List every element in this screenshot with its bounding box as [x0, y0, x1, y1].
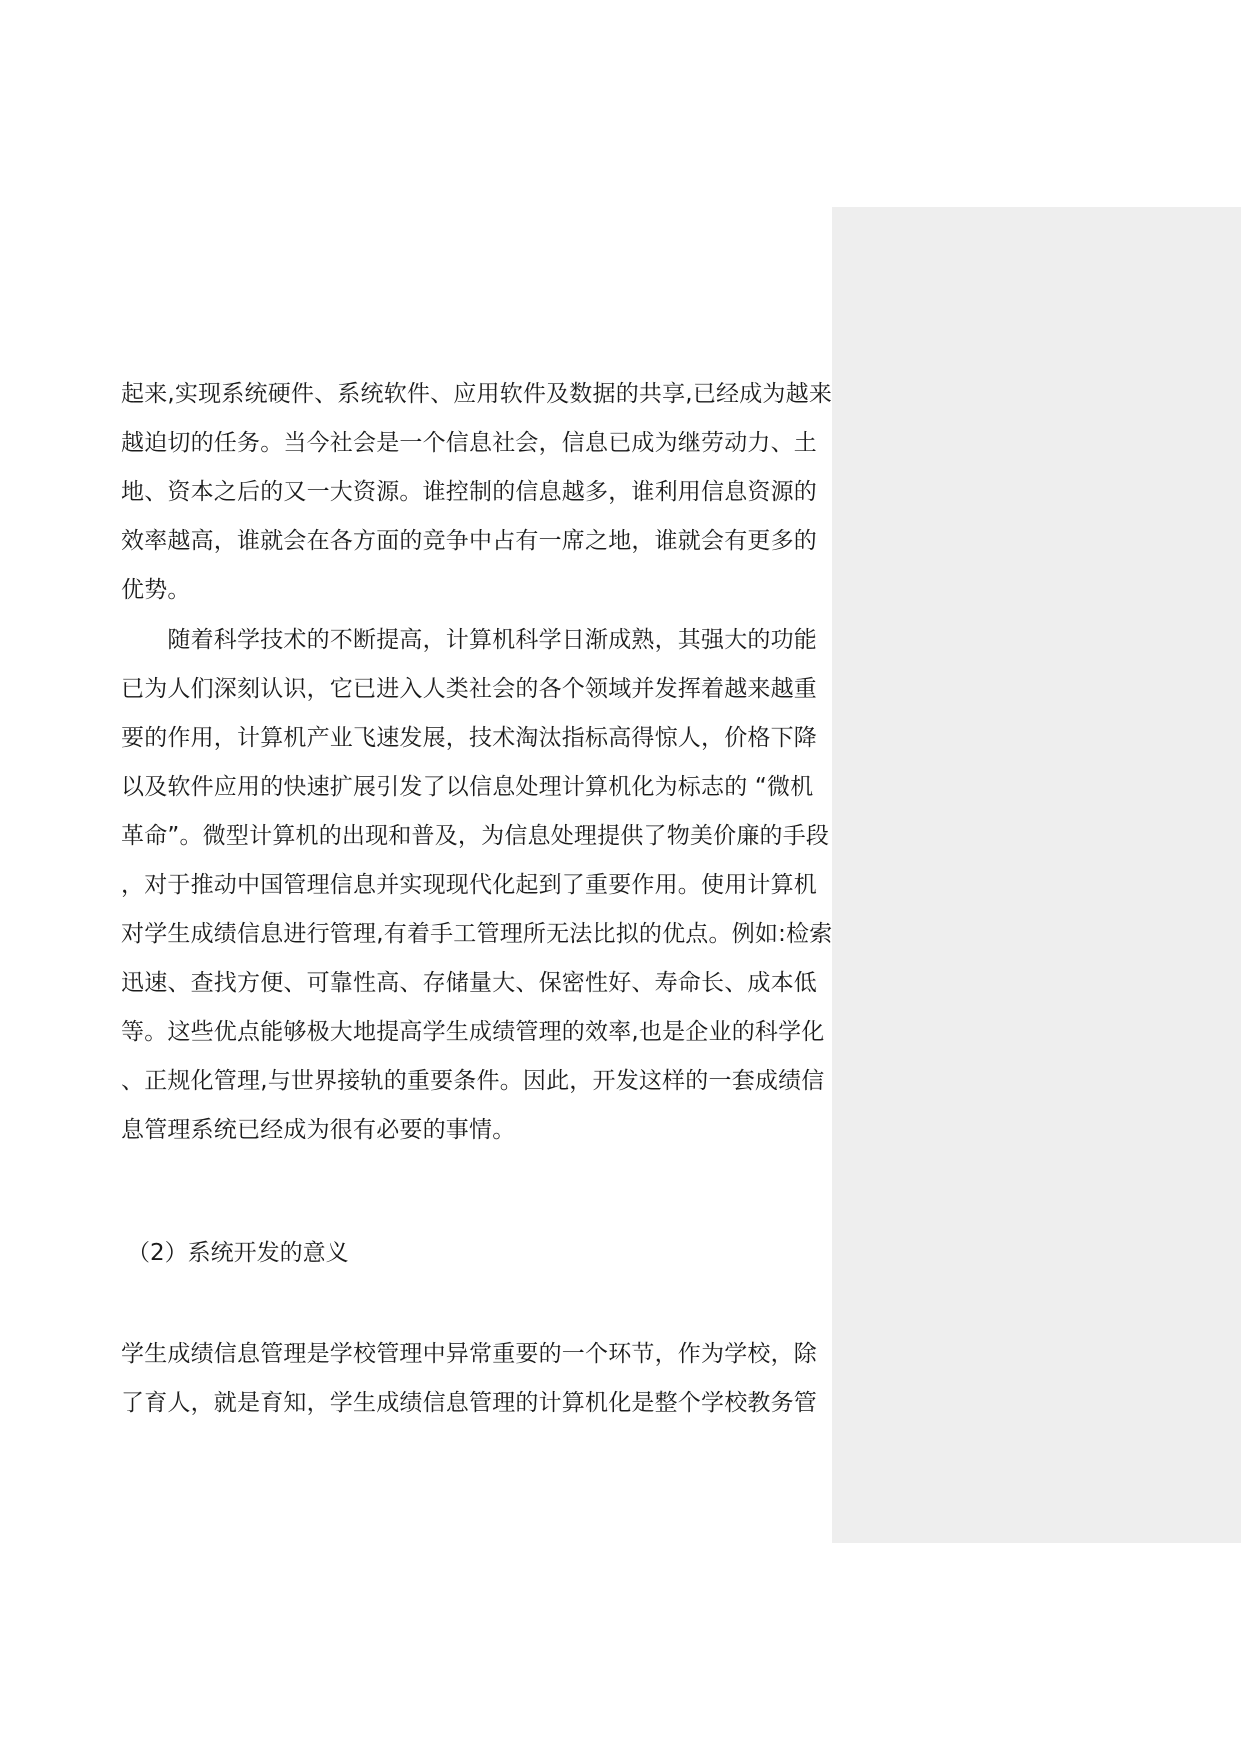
text-line: 起来,实现系统硬件、系统软件、应用软件及数据的共享,已经成为越来: [121, 381, 833, 407]
text-line: 革命”。微型计算机的出现和普及，为信息处理提供了物美价廉的手段: [121, 823, 830, 849]
text-line: 要的作用，计算机产业飞速发展，技术淘汰指标高得惊人，价格下降: [121, 725, 817, 751]
paragraph-2: [121, 616, 833, 1155]
text-line: ，对于推动中国管理信息并实现现代化起到了重要作用。使用计算机: [121, 872, 817, 898]
text-line: 以及软件应用的快速扩展引发了以信息处理计算机化为标志的 “微机: [121, 774, 814, 800]
section-heading: （2）系统开发的意义: [127, 1240, 349, 1266]
text-line: 优势。: [121, 577, 191, 603]
paragraph-1: [121, 370, 833, 615]
section-heading-block: [121, 1229, 825, 1278]
comment-margin-pane: [832, 207, 1241, 1543]
text-line: 等。这些优点能够极大地提高学生成绩管理的效率,也是企业的科学化: [121, 1019, 825, 1045]
text-line: 、正规化管理,与世界接轨的重要条件。因此，开发这样的一套成绩信: [121, 1068, 825, 1094]
text-line: 随着科学技术的不断提高，计算机科学日渐成熟，其强大的功能: [121, 627, 817, 653]
text-line: 地、资本之后的又一大资源。谁控制的信息越多，谁利用信息资源的: [121, 479, 817, 505]
text-line: 对学生成绩信息进行管理,有着手工管理所无法比拟的优点。例如:检索: [121, 921, 833, 947]
text-line: 迅速、查找方便、可靠性高、存储量大、保密性好、寿命长、成本低: [121, 970, 817, 996]
text-line: 越迫切的任务。当今社会是一个信息社会，信息已成为继劳动力、土: [121, 430, 817, 456]
text-line: 学生成绩信息管理是学校管理中异常重要的一个环节，作为学校，除: [121, 1341, 817, 1367]
paragraph-3: [121, 1330, 825, 1428]
text-line: 息管理系统已经成为很有必要的事情。: [121, 1117, 516, 1143]
text-line: 已为人们深刻认识，它已进入人类社会的各个领域并发挥着越来越重: [121, 676, 817, 702]
text-line: 效率越高，谁就会在各方面的竞争中占有一席之地，谁就会有更多的: [121, 528, 817, 554]
text-line: 了育人，就是育知，学生成绩信息管理的计算机化是整个学校教务管: [121, 1390, 817, 1416]
